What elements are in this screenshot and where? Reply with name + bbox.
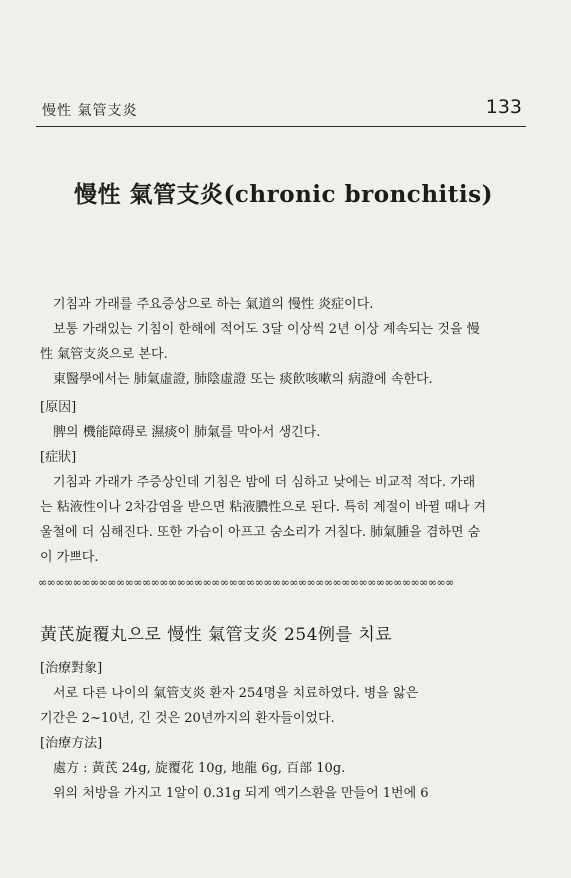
treatment-block bbox=[40, 656, 523, 806]
intro-line-1: 기침과 가래를 주요증상으로 하는 氣道의 慢性 炎症이다. bbox=[53, 297, 374, 312]
target-line-1: 서로 다른 나이의 氣管支炎 환자 254명을 치료하였다. 병을 앓은 bbox=[53, 686, 419, 701]
method-line-1: 處方 : 黃芪 24g, 旋覆花 10g, 地龍 6g, 百部 10g. bbox=[53, 761, 346, 776]
running-head-title: 慢性 氣管支炎 bbox=[42, 103, 138, 119]
section-title: 黃芪旋覆丸으로 慢性 氣管支炎 254例를 치료 bbox=[40, 625, 393, 645]
running-header bbox=[36, 96, 526, 127]
symptom-line-1: 기침과 가래가 주증상인데 기침은 밤에 더 심하고 낮에는 비교적 적다. 가래 bbox=[53, 475, 476, 490]
target-line-2: 기간은 2~10년, 긴 것은 20년까지의 환자들이었다. bbox=[40, 711, 335, 726]
article-title: 慢性 氣管支炎(chronic bronchitis) bbox=[74, 181, 493, 208]
intro-line-3: 性 氣管支炎으로 본다. bbox=[40, 347, 168, 362]
symptom-line-2: 는 粘液性이나 2차감염을 받으면 粘液膿性으로 된다. 특히 계절이 바뀔 때나 겨 bbox=[40, 500, 487, 515]
intro-line-4: 東醫學에서는 肺氣虛證, 肺陰虛證 또는 痰飮咳嗽의 病證에 속한다. bbox=[53, 372, 433, 387]
symptom-line-3: 울철에 더 심해진다. 또한 가슴이 아프고 숨소리가 거칠다. 肺氣腫을 겸하면 숨 bbox=[40, 525, 481, 540]
cause-label: [原因] bbox=[40, 400, 77, 415]
method-label: [治療方法] bbox=[40, 736, 103, 751]
page-number: 133 bbox=[485, 96, 522, 118]
target-label: [治療對象] bbox=[40, 661, 103, 676]
intro-line-2: 보통 가래있는 기침이 한해에 적어도 3달 이상씩 2년 이상 계속되는 것을 慢 bbox=[53, 322, 480, 337]
decorative-separator: ∞∞∞∞∞∞∞∞∞∞∞∞∞∞∞∞∞∞∞∞∞∞∞∞∞∞∞∞∞∞∞∞∞∞∞∞∞∞∞∞∞∞∞∞∞∞∞∞ bbox=[38, 577, 454, 589]
symptom-line-4: 이 가쁘다. bbox=[40, 550, 99, 565]
cause-text: 脾의 機能障碍로 濕痰이 肺氣를 막아서 생긴다. bbox=[53, 425, 321, 440]
method-line-2: 위의 처방을 가지고 1알이 0.31g 되게 엑기스환을 만들어 1번에 6 bbox=[53, 786, 429, 801]
symptom-label: [症狀] bbox=[40, 450, 77, 465]
intro-block bbox=[40, 292, 523, 570]
